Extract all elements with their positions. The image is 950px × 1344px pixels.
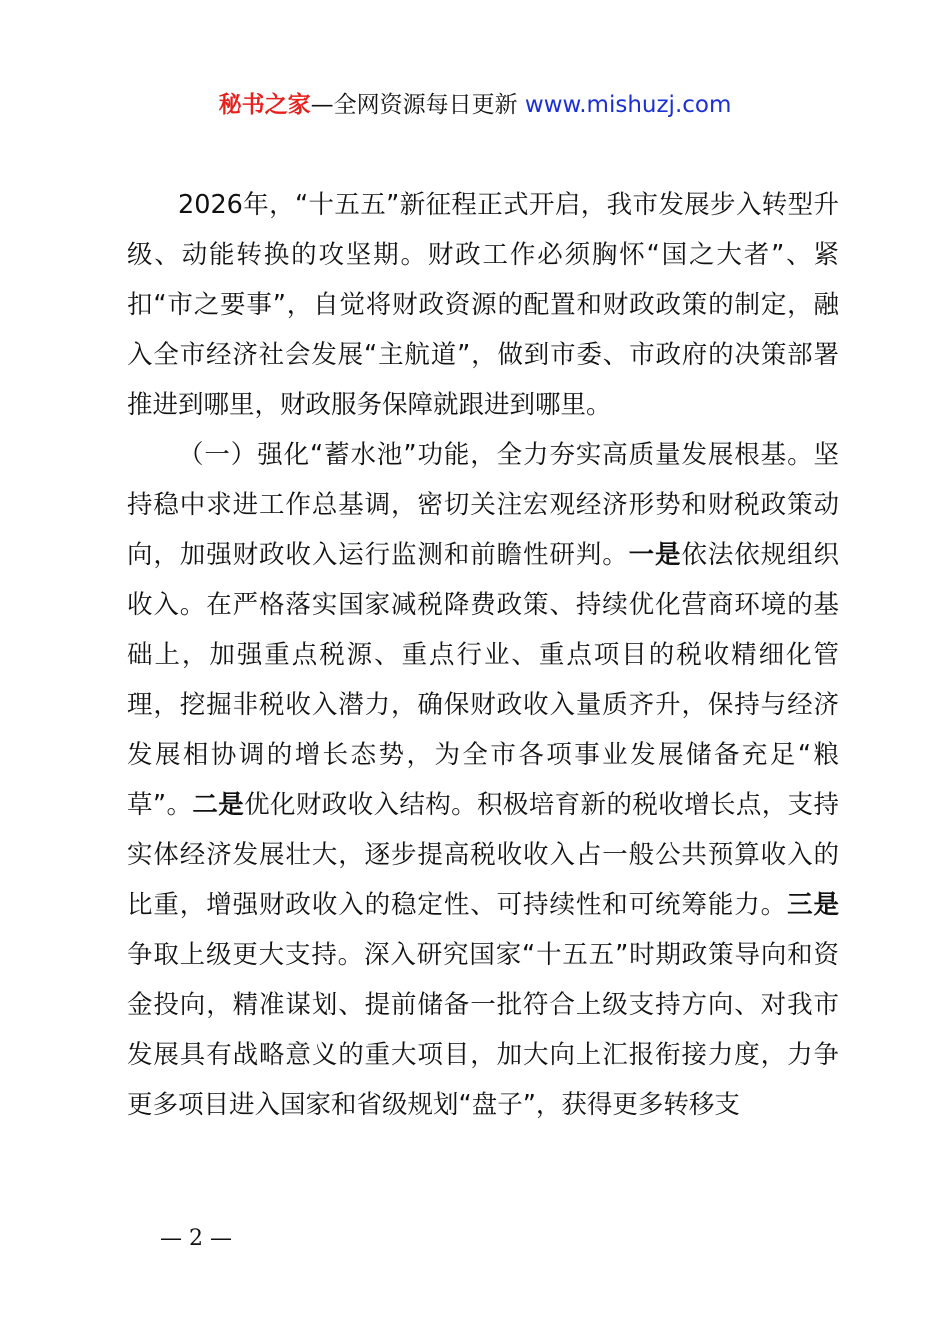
paragraph-intro: 2026年，“十五五”新征程正式开启，我市发展步入转型升级、动能转换的攻坚期。财政工作必须胸怀“国之大者”、紧扣“市之要事”，自觉将财政资源的配置和财政政策的制定，融入全市经济社会发展“主航道”，做到市委、市政府的决策部署推进到哪里，财政服务保障就跟进到哪里。 (127, 190, 839, 420)
item-one-text: 依法依规组织收入。在严格落实国家减税降费政策、持续优化营商环境的基础上，加强重点税源、重点行业、重点项目的税收精细化管理，挖掘非税收入潜力，确保财政收入量质齐升，保持与经济发展相协调的增长态势，为全市各项事业发展储备充足“粮草”。 (127, 540, 839, 820)
item-two-label: 二是 (192, 790, 245, 820)
item-three-text: 争取上级更大支持。深入研究国家“十五五”时期政策导向和资金投向，精准谋划、提前储备一批符合上级支持方向、对我市发展具有战略意义的重大项目，加大向上汇报衔接力度，力争更多项目进入国家和省级规划“盘子”，获得更多转移支 (127, 940, 839, 1120)
site-url-link[interactable]: www.mishuzj.com (524, 92, 732, 118)
page-number: — 2 — (160, 1226, 232, 1251)
item-three-label: 三是 (787, 890, 839, 920)
site-header (0, 88, 950, 122)
item-two-text: 优化财政收入结构。积极培育新的税收增长点，支持实体经济发展壮大，逐步提高税收收入占一般公共预算收入的比重，增强财政收入的稳定性、可持续性和可统筹能力。 (127, 790, 839, 920)
document-body (127, 180, 839, 1130)
item-one-label: 一是 (628, 540, 682, 570)
paragraph-section-one (127, 430, 839, 1130)
site-brand: 秘书之家 (218, 92, 311, 118)
site-tagline: —全网资源每日更新 (310, 92, 518, 118)
section-one-heading: （一）强化“蓄水池”功能，全力夯实高质量发展根基。坚持稳中求进工作总基调，密切关注宏观经济形势和财税政策动向，加强财政收入运行监测和前瞻性研判。 (127, 440, 839, 570)
